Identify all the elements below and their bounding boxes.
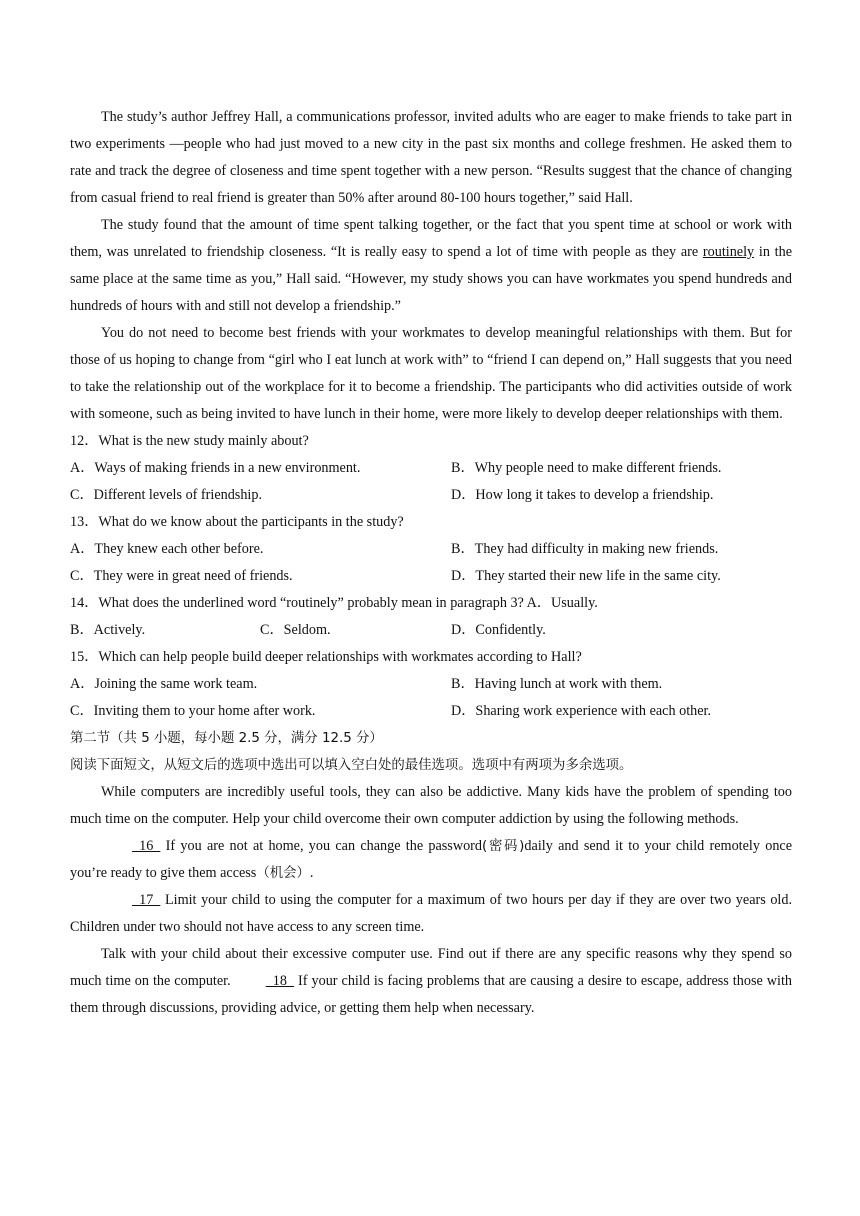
question-13-options-row-1 — [70, 536, 792, 563]
question-14-options-row — [70, 617, 792, 644]
section-2-instruction: 阅读下面短文，从短文后的选项中选出可以填入空白处的最佳选项。选项中有两项为多余选项。 — [70, 758, 633, 773]
question-13-option-b: B．They had difficulty in making new friends. — [451, 541, 719, 557]
question-15-option-c: C．Inviting them to your home after work. — [70, 703, 316, 719]
passage-paragraph-2 — [70, 212, 792, 320]
question-13-option-c: C．They were in great need of friends. — [70, 568, 293, 584]
paragraph-text: in the same place at the same time as you,” Hall said. “However, my study shows you can have workmates you spend hundreds and hundreds of hours with and still not develop a friendship.” — [70, 244, 792, 314]
paragraph-text: daily and send it to your child remotely once you’re ready to give them access — [70, 838, 793, 881]
question-14-option-b: B．Actively. — [70, 622, 146, 638]
blank-18: 18 — [265, 973, 295, 989]
paragraph-text: The study found that the amount of time spent talking together, or the fact that you spent time at school or work with them, was unrelated to friendship closeness. “It is really easy to spend a lot of time with people as they are — [70, 217, 792, 260]
question-12-option-d: D．How long it takes to develop a friendship. — [451, 487, 714, 503]
question-14-option-c: C．Seldom. — [260, 622, 331, 638]
question-12-options-row-2 — [70, 482, 792, 509]
question-15-options-row-1 — [70, 671, 792, 698]
question-15-stem: 15．Which can help people build deeper relationships with workmates according to Hall? — [70, 649, 582, 665]
question-14-option-d: D．Confidently. — [451, 622, 546, 638]
paragraph-text: If your child is facing problems that are causing a desire to escape, address those with them through discussions, providing advice, or getting them help when necessary. — [70, 973, 792, 1016]
question-15-option-b: B．Having lunch at work with them. — [451, 676, 663, 692]
blank-17: 17 — [132, 892, 161, 908]
cloze-paragraph-2 — [70, 833, 792, 887]
cloze-paragraph-3 — [70, 887, 792, 941]
question-13-options-row-2 — [70, 563, 792, 590]
question-12-option-a: A．Ways of making friends in a new environment. — [70, 460, 361, 476]
question-15-options-row-2 — [70, 698, 792, 725]
question-15-option-d: D．Sharing work experience with each other. — [451, 703, 712, 719]
paragraph-text: . — [309, 865, 314, 881]
paragraph-text: Talk with your child about their excessive computer use. Find out if there are any specific reasons why they spend so much time on the computer. — [70, 946, 792, 989]
cloze-paragraph-4 — [70, 941, 792, 1022]
paragraph-text: Limit your child to using the computer for a maximum of two hours per day if they are over two years old. Children under two should not have access to any screen time. — [70, 892, 792, 935]
paragraph-text: If you are not at home, you can change the password — [160, 838, 482, 854]
chinese-gloss: (密码) — [481, 839, 525, 854]
question-12-option-c: C．Different levels of friendship. — [70, 487, 263, 503]
question-12-stem: 12．What is the new study mainly about? — [70, 433, 309, 449]
question-13-option-a: A．They knew each other before. — [70, 541, 264, 557]
question-13-option-d: D．They started their new life in the same city. — [451, 568, 721, 584]
passage-paragraph-3: You do not need to become best friends with your workmates to develop meaningful relationships with them. But for those of us hoping to change from “girl who I eat lunch at work with” to “friend I can depend on,” Hall suggests that you need to take the relationship out of the workplace for it to become a friendship. The participants who did activities outside of work with someone, such as being invited to have lunch in their home, were more likely to develop deeper relationships with them. — [70, 325, 792, 422]
document-content — [70, 104, 792, 1022]
question-12-options-row-1 — [70, 455, 792, 482]
blank-16: 16 — [132, 838, 161, 854]
question-12-option-b: B．Why people need to make different friends. — [451, 460, 722, 476]
chinese-gloss: （机会） — [256, 866, 310, 881]
section-2-heading: 第二节（共 5 小题，每小题 2.5 分，满分 12.5 分） — [70, 731, 383, 746]
question-15-option-a: A．Joining the same work team. — [70, 676, 258, 692]
question-14-stem: 14．What does the underlined word “routinely” probably mean in paragraph 3? A．Usually. — [70, 595, 598, 611]
underlined-word: routinely — [702, 244, 755, 260]
cloze-paragraph-1: While computers are incredibly useful tools, they can also be addictive. Many kids have the problem of spending too much time on the computer. Help your child overcome their own computer addiction by using the following methods. — [70, 784, 792, 827]
question-13-stem: 13．What do we know about the participants in the study? — [70, 514, 404, 530]
passage-paragraph-1: The study’s author Jeffrey Hall, a communications professor, invited adults who are eager to make friends to take part in two experiments —people who had just moved to a new city in the past six months and college freshmen. He asked them to rate and track the degree of closeness and time spent together with a new person. “Results suggest that the chance of changing from casual friend to real friend is greater than 50% after around 80-100 hours together,” said Hall. — [70, 109, 792, 206]
